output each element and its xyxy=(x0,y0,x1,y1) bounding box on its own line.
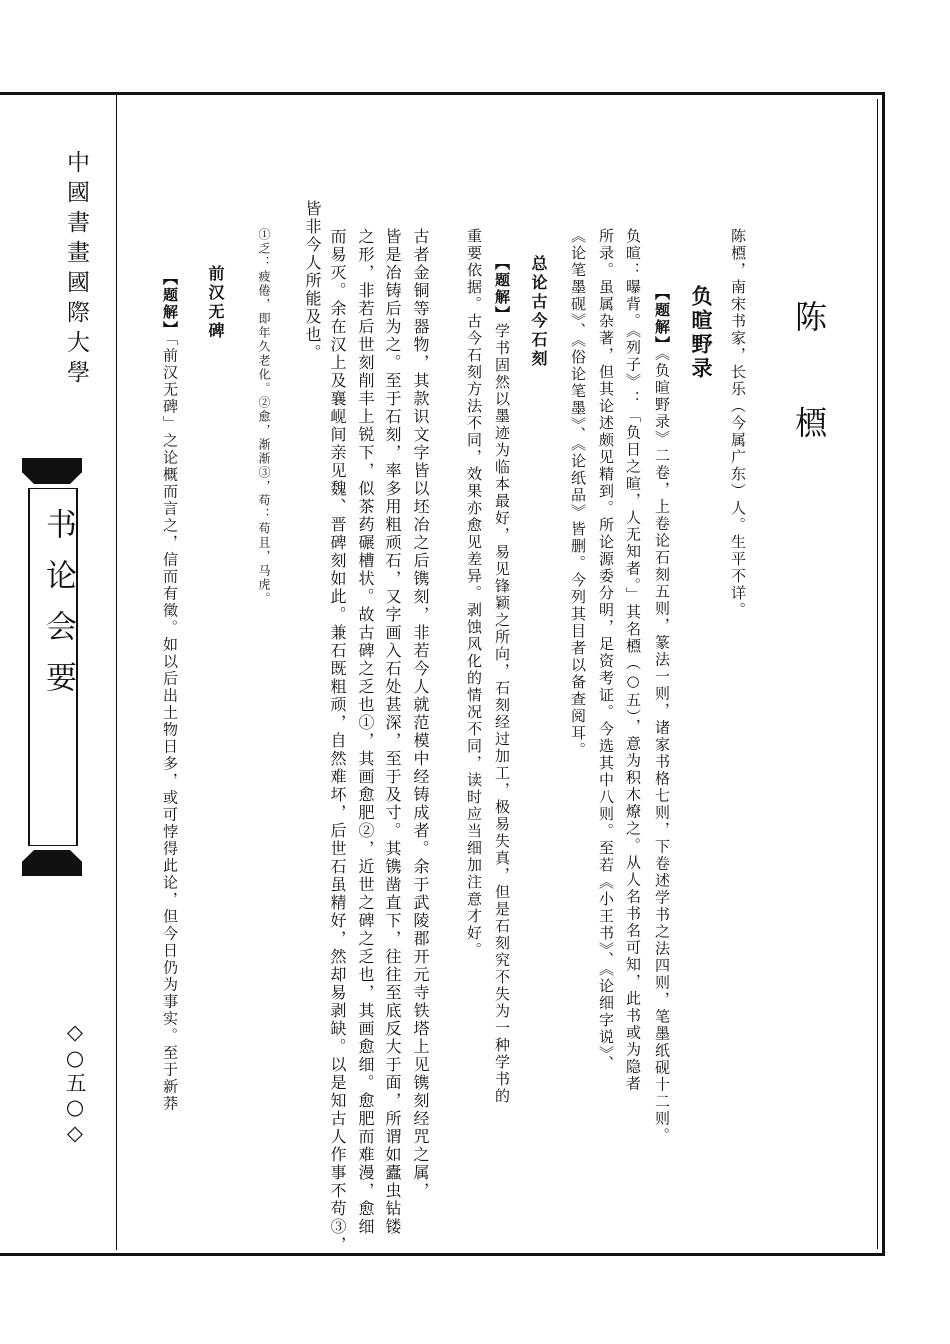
book-paragraph: 所录。虽属杂著，但其论述颇见精到。所论源委分明，足资考证。今选其中八则。至若《小王书》、《论细字说》、 xyxy=(597,228,615,1073)
section-tijie xyxy=(494,255,509,1105)
tijie-label: 【题解】 xyxy=(161,270,179,338)
body-text: 皆是冶铸后为之。至于石刻，率多用粗顽石，又字画入石处甚深，至于及寸。其镌凿直下，往往至底反大于面，所谓如蠹虫钻镂 xyxy=(383,228,402,1236)
book-title: 负暄野录 xyxy=(689,285,714,381)
body-text: 而易灭。余在汉上及襄岘间亲见魏、晋碑刻如此。兼石既粗顽，自然难坏，后世石虽精好，然却易剥缺。以是知古人作事不苟③， xyxy=(328,228,347,1254)
series-title: 中國書畫國際大學 xyxy=(63,150,89,390)
book-paragraph: 《论笔墨砚》、《俗论笔墨》、《论纸品》皆删。今列其目者以备查阅耳。 xyxy=(569,228,587,759)
tijie-label: 【题解】 xyxy=(493,255,511,323)
body-text: 古者金铜等器物，其款识文字皆以坯冶之后镌刻，非若今人就范模中经铸成者。余于武陵郡开元寺铁塔上见镌刻经咒之属， xyxy=(411,228,430,1200)
footnotes: ①乏：疲倦，即年久老化。②愈，渐渐③，苟：苟且，马虎。 xyxy=(257,228,271,606)
section-title-box xyxy=(22,458,82,876)
book-tijie xyxy=(654,285,669,1145)
section-title: 书论会要 xyxy=(40,508,76,712)
page-frame xyxy=(0,92,885,1256)
book-tijie-text: 《负暄野录》二卷，上卷论石刻五则，篆法一则，诸家书格七则，下卷述学书之法四则，笔墨纸砚十二则。 xyxy=(653,353,671,1145)
tijie-label: 【题解】 xyxy=(653,285,671,353)
body-text: 之形，非若后世刻削丰上锐下，似茶药碾槽状。故古碑之乏也①，其画愈肥②，近世之碑之乏也，其画愈细。愈肥而难漫，愈细 xyxy=(356,228,375,1236)
section-tijie-text: 「前汉无碑」之论概而言之，信而有徵。如以后出土物日多，或可悖得此论，但今日仍为事实。至于新莽 xyxy=(161,338,179,1113)
page-number: ◇○五○◇ xyxy=(63,1020,87,1147)
section-heading: 总论古今石刻 xyxy=(529,255,548,369)
section-box-bottom-ornament xyxy=(22,850,82,876)
author-intro: 陈槱，南宋书家，长乐（今属广东）人。生平不详。 xyxy=(729,228,747,619)
body-text: 皆非今人所能及也。 xyxy=(303,200,322,362)
section-tijie-continued: 重要依据。古今石刻方法不同，效果亦愈见差异。剥蚀风化的情况不同，读时应当细加注意才好。 xyxy=(465,228,483,959)
sidebar-divider xyxy=(116,95,117,1250)
book-paragraph: 负暄：曝背。《列子》：「负日之暄，人无知者。」其名槱（○五），意为积木燎之。从人名书名可知，此书或为隐者 xyxy=(624,228,642,1093)
author-name: 陈 槱 xyxy=(790,300,828,456)
section-tijie-text: 学书固然以墨迹为临本最好，易见锋颖之所向，石刻经过加工，极易失真，但是石刻究不失为一种学书的 xyxy=(493,323,511,1105)
section-heading: 前汉无碑 xyxy=(206,265,225,341)
section-tijie xyxy=(162,270,177,1113)
section-box-top-ornament xyxy=(22,458,82,484)
